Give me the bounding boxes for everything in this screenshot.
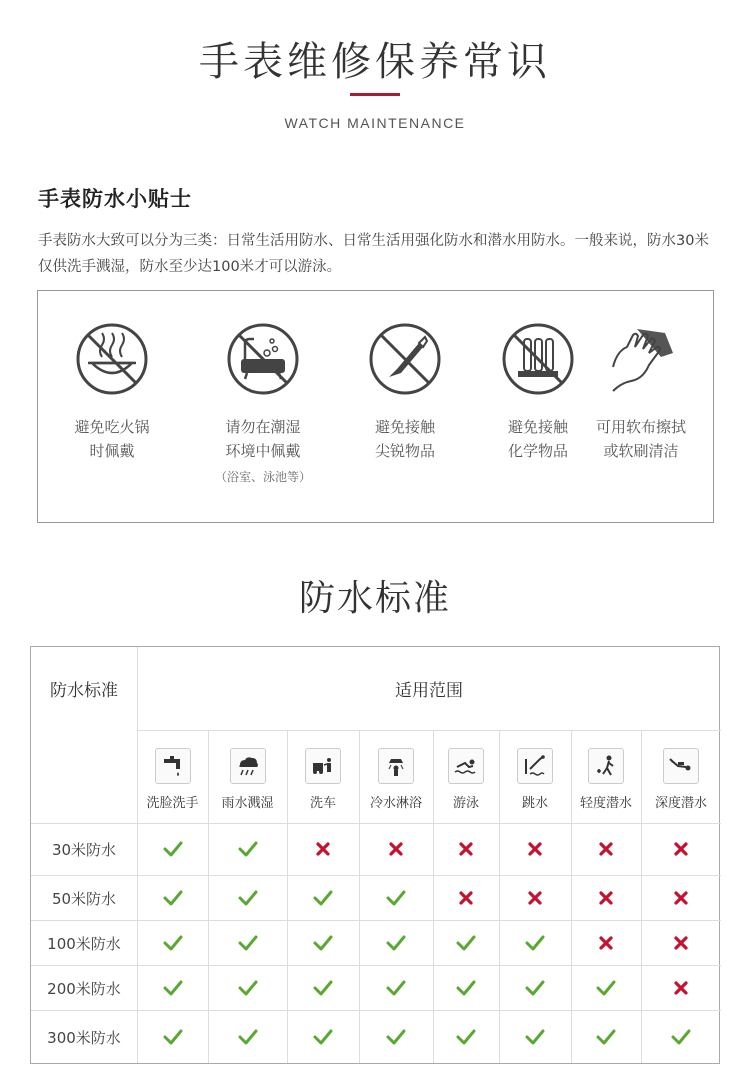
check-icon — [161, 931, 185, 955]
check-icon — [384, 886, 408, 910]
cross-icon — [669, 886, 693, 910]
tip-label-line1: 避免吃火锅 — [74, 418, 150, 436]
check-icon — [236, 837, 260, 861]
activity-label: 游泳 — [452, 796, 479, 811]
cross-icon — [384, 837, 408, 861]
activity-label: 跳水 — [521, 796, 548, 811]
check-icon — [161, 886, 185, 910]
tip-soft-cloth — [576, 321, 706, 463]
check-icon — [384, 976, 408, 1000]
check-icon — [236, 931, 260, 955]
grid-line — [499, 730, 500, 1063]
grid-line — [137, 647, 138, 1063]
page-header — [0, 0, 750, 160]
activity-label: 洗脸洗手 — [146, 796, 199, 811]
check-icon — [161, 1025, 185, 1049]
check-icon — [161, 837, 185, 861]
activity-col — [433, 730, 499, 823]
check-icon — [594, 976, 618, 1000]
tip-note: （浴室、泳池等） — [214, 470, 311, 484]
cross-icon — [594, 886, 618, 910]
cross-icon — [669, 931, 693, 955]
page-title: 手表维修保养常识 — [199, 39, 551, 85]
tip-label-line2: 时佩戴 — [89, 442, 135, 460]
tips-paragraph: 手表防水大致可以分为三类：日常生活用防水、日常生活用强化防水和潜水用防水。一般来说，防水30米仅供洗手溅湿，防水至少达100米才可以游泳。 — [38, 233, 709, 275]
activity-col — [359, 730, 433, 823]
grid-line — [641, 730, 642, 1063]
check-icon — [669, 1025, 693, 1049]
row-label: 300米防水 — [47, 1028, 121, 1047]
activity-label: 雨水溅湿 — [221, 796, 274, 811]
check-icon — [236, 1025, 260, 1049]
cross-icon — [669, 976, 693, 1000]
tip-no-sharp — [340, 321, 470, 463]
header-scope: 适用范围 — [395, 681, 463, 701]
faucet-icon — [155, 748, 191, 784]
check-icon — [311, 1025, 335, 1049]
row-label: 100米防水 — [47, 934, 121, 953]
check-icon — [454, 931, 478, 955]
grid-line — [571, 730, 572, 1063]
activity-col — [208, 730, 287, 823]
row-label: 50米防水 — [51, 889, 117, 908]
cross-icon — [454, 886, 478, 910]
tip-no-hotpot — [47, 321, 177, 463]
swimming-icon — [448, 748, 484, 784]
grid-line — [359, 730, 360, 1063]
grid-line — [31, 965, 721, 966]
cross-icon — [594, 931, 618, 955]
check-icon — [454, 976, 478, 1000]
check-icon — [311, 976, 335, 1000]
tip-label-line1: 避免接触 — [374, 418, 435, 436]
standard-heading: 防水标准 — [298, 578, 451, 619]
check-icon — [236, 886, 260, 910]
check-icon — [523, 1025, 547, 1049]
grid-line — [287, 730, 288, 1063]
grid-line — [31, 1010, 721, 1011]
no-bath-icon — [225, 321, 301, 397]
activity-label: 轻度潜水 — [579, 796, 632, 811]
shower-icon — [378, 748, 414, 784]
activity-col — [571, 730, 641, 823]
tip-label-line2: 尖锐物品 — [374, 442, 435, 460]
page-subtitle: WATCH MAINTENANCE — [284, 115, 466, 131]
check-icon — [384, 1025, 408, 1049]
activity-col — [499, 730, 571, 823]
rain-icon — [230, 748, 266, 784]
cross-icon — [669, 837, 693, 861]
grid-line — [31, 875, 721, 876]
car-wash-icon — [305, 748, 341, 784]
cross-icon — [311, 837, 335, 861]
tip-label-line2: 或软刷清洁 — [603, 442, 679, 460]
grid-line — [208, 730, 209, 1063]
no-hotpot-icon — [74, 321, 150, 397]
row-label: 30米防水 — [51, 841, 117, 859]
scuba-icon — [663, 748, 699, 784]
activity-col — [137, 730, 208, 823]
grid-line — [31, 920, 721, 921]
activity-label: 深度潜水 — [654, 796, 707, 811]
check-icon — [311, 886, 335, 910]
activity-label: 冷水淋浴 — [369, 796, 422, 811]
cross-icon — [454, 837, 478, 861]
title-divider — [350, 93, 400, 96]
cross-icon — [523, 886, 547, 910]
activity-col — [287, 730, 359, 823]
check-icon — [236, 976, 260, 1000]
check-icon — [523, 976, 547, 1000]
no-chemicals-icon — [500, 321, 576, 397]
no-knife-icon — [367, 321, 443, 397]
check-icon — [454, 1025, 478, 1049]
row-label: 200米防水 — [47, 979, 121, 998]
tips-panel — [37, 290, 714, 523]
check-icon — [161, 976, 185, 1000]
check-icon — [384, 931, 408, 955]
diving-icon — [517, 748, 553, 784]
check-icon — [311, 931, 335, 955]
activity-col — [641, 730, 721, 823]
snorkel-icon — [588, 748, 624, 784]
tip-label-line2: 环境中佩戴 — [225, 442, 301, 460]
tip-no-bath — [198, 321, 328, 489]
header-standard: 防水标准 — [50, 681, 118, 701]
hand-cloth-icon — [603, 321, 679, 397]
cross-icon — [594, 837, 618, 861]
waterproof-table — [30, 646, 720, 1064]
tip-label-line1: 避免接触 — [507, 418, 568, 436]
tip-label-line1: 请勿在潮湿 — [225, 418, 301, 436]
grid-line — [137, 730, 721, 731]
tips-heading: 手表防水小贴士 — [38, 187, 192, 211]
grid-line — [31, 823, 721, 824]
activity-label: 洗车 — [309, 796, 336, 811]
cross-icon — [523, 837, 547, 861]
tip-label-line2: 化学物品 — [507, 442, 568, 460]
check-icon — [594, 1025, 618, 1049]
grid-line — [433, 730, 434, 1063]
check-icon — [523, 931, 547, 955]
tip-label-line1: 可用软布擦拭 — [595, 418, 686, 436]
